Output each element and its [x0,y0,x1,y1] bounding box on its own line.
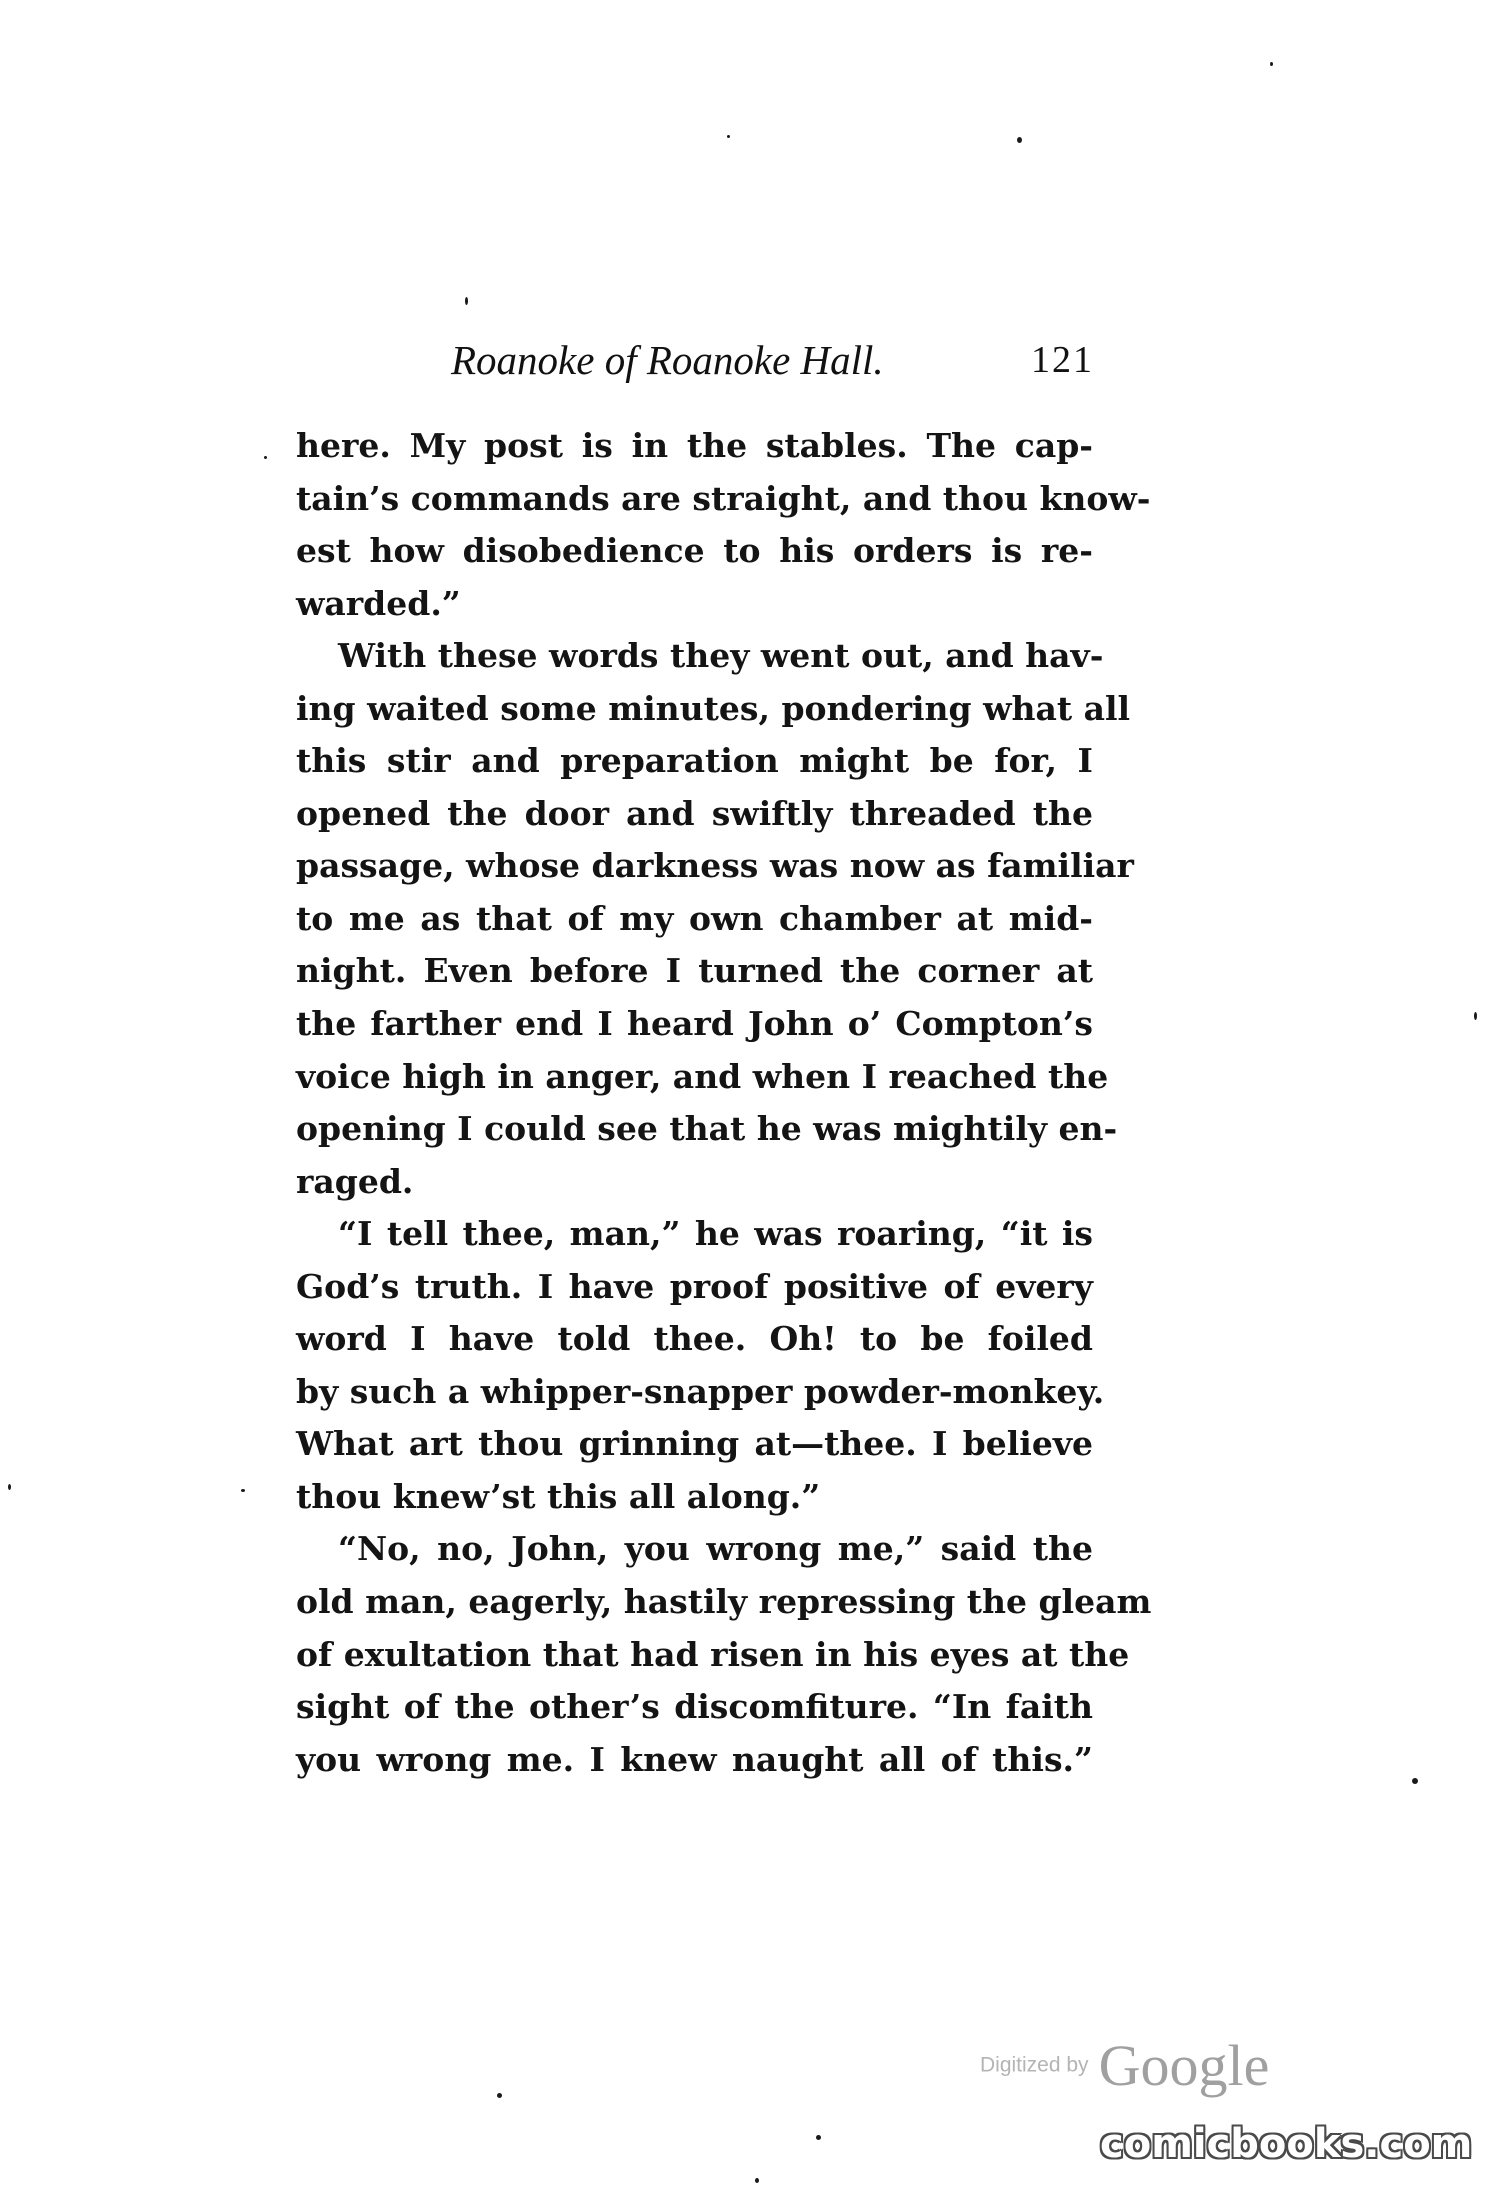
text-line: raged. [296,1161,414,1201]
dust-speck [1270,62,1273,66]
running-head [296,330,1096,390]
watermark-prefix: Digitized by [980,2053,1089,2077]
text-line: you wrong me. I knew naught all of this.” [296,1739,1093,1779]
text-line: thou knew’st this all along.” [296,1476,821,1516]
watermark-brand: Google [1098,2033,1270,2098]
text-line: opening I could see that he was mightily en- [296,1109,1118,1149]
dust-speck [755,2178,759,2183]
page-number: 121 [1031,339,1094,381]
text-line: old man, eagerly, hastily repressing the gleam [296,1582,1152,1622]
text-line: by such a whipper-snapper powder-monkey. [296,1371,1105,1411]
text-line: this stir and preparation might be for, I [296,741,1093,781]
text-line: of exultation that had risen in his eyes at the [296,1634,1130,1674]
text-line: to me as that of my own chamber at mid- [296,898,1093,938]
text-line: here. My post is in the stables. The cap- [296,426,1093,465]
dust-speck [727,135,730,138]
text-line: warded.” [296,583,461,623]
text-line: passage, whose darkness was now as familiar [296,846,1134,886]
text-line: God’s truth. I have proof positive of every [296,1266,1093,1306]
dust-speck [1412,1778,1418,1784]
text-line: sight of the other’s discomfiture. “In faith [296,1687,1093,1727]
dust-speck [816,2135,821,2140]
text-line: the farther end I heard John o’ Compton’s [296,1004,1093,1044]
dust-speck [241,1489,245,1492]
dust-speck [465,297,468,305]
source-watermark: comicbooks.com [1100,2121,1473,2167]
text-line: ing waited some minutes, pondering what all [296,688,1131,728]
text-line: tain’s commands are straight, and thou know- [296,478,1151,518]
text-line: What art thou grinning at—thee. I believe [296,1424,1093,1464]
body-text [296,420,1152,1786]
text-line: voice high in anger, and when I reached the [296,1056,1109,1096]
dust-speck [1474,1012,1477,1020]
text-line: With these words they went out, and hav- [338,636,1104,676]
running-title: Roanoke of Roanoke Hall. [451,337,884,383]
dust-speck [264,456,267,459]
text-line: “I tell thee, man,” he was roaring, “it is [338,1214,1093,1254]
text-line: est how disobedience to his orders is re- [296,531,1093,571]
text-line: night. Even before I turned the corner at [296,951,1093,991]
dust-speck [8,1484,11,1490]
text-line: word I have told thee. Oh! to be foiled [296,1319,1093,1359]
dust-speck [497,2093,502,2098]
text-line: “No, no, John, you wrong me,” said the [338,1529,1093,1569]
digitized-watermark [980,2032,1269,2099]
text-line: opened the door and swiftly threaded the [296,793,1093,833]
dust-speck [1017,137,1022,143]
